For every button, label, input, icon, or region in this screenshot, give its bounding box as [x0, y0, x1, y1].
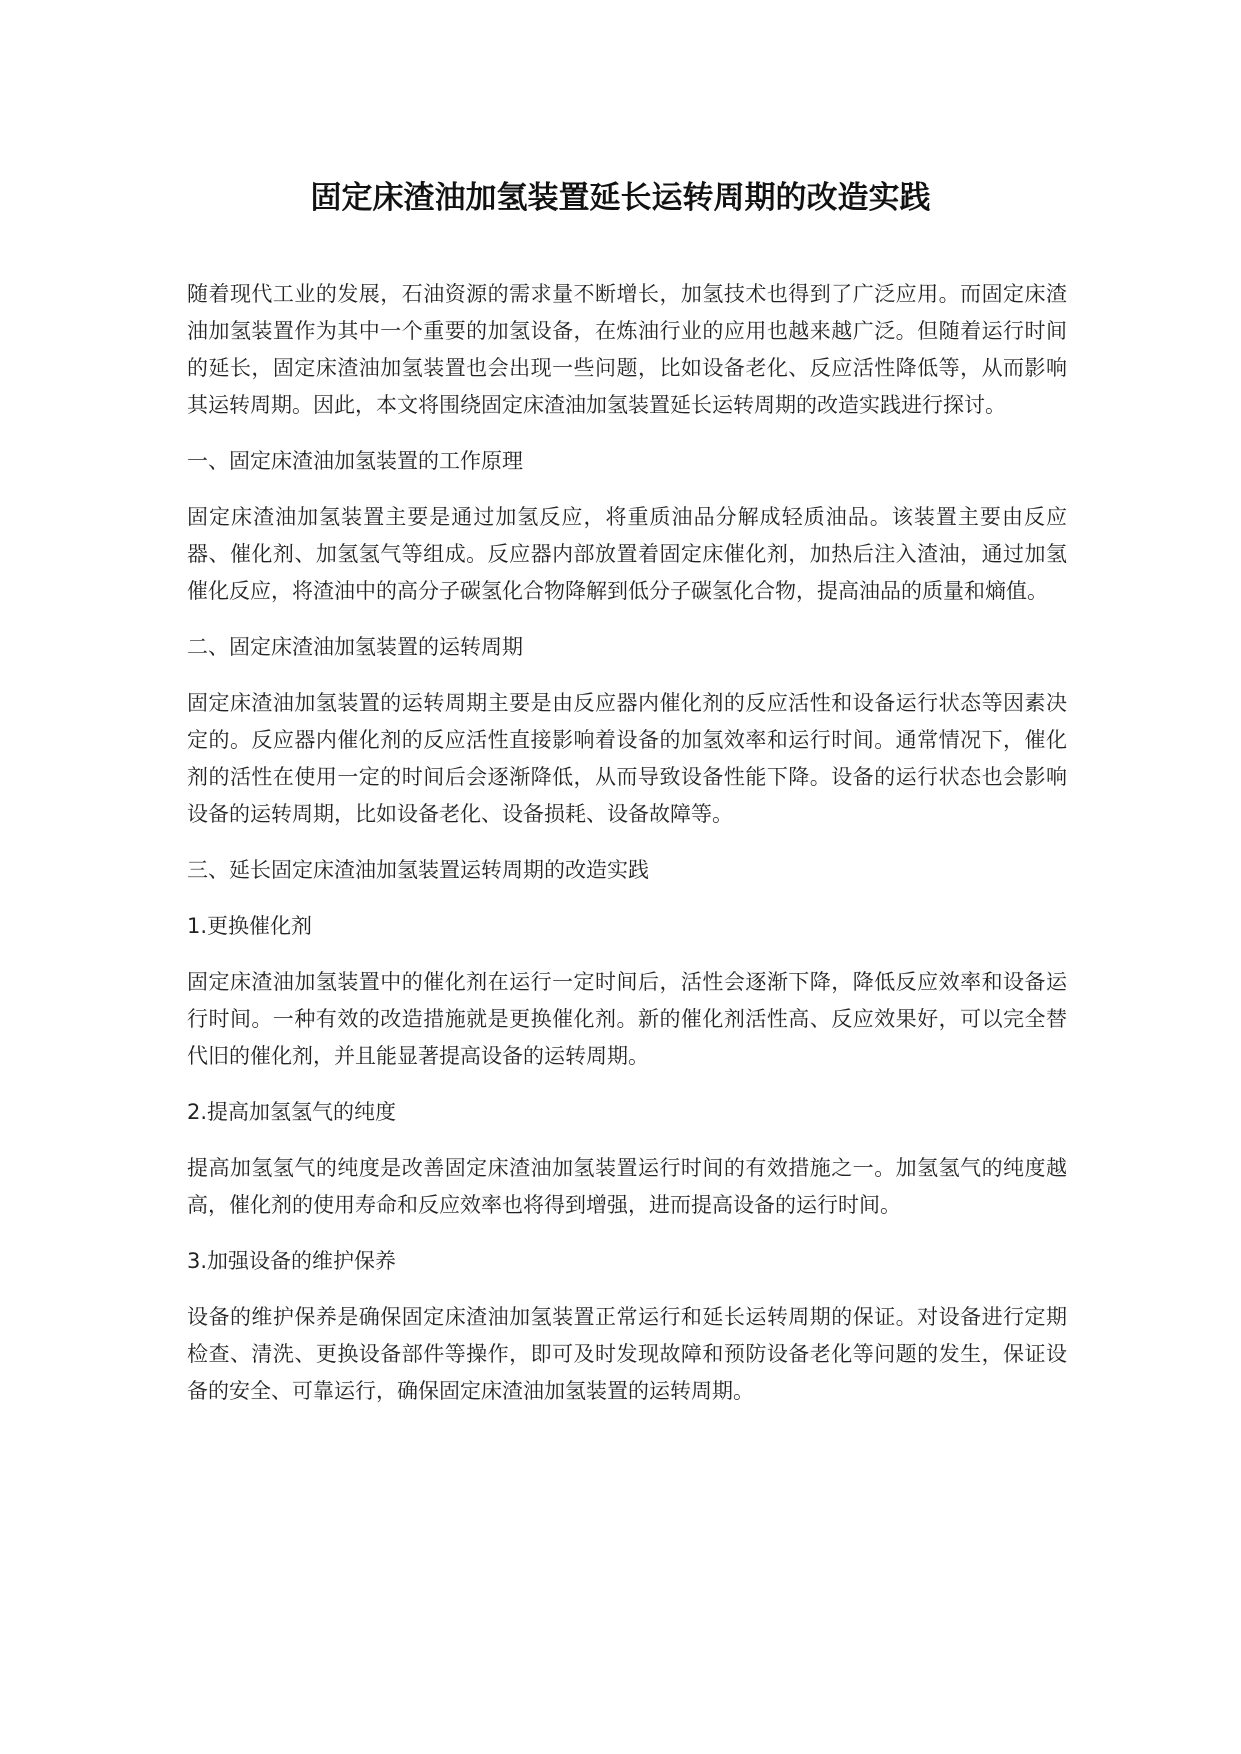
paragraph-principle: 固定床渣油加氢装置主要是通过加氢反应，将重质油品分解成轻质油品。该装置主要由反应器、催化剂、加氢氢气等组成。反应器内部放置着固定床催化剂，加热后注入渣油，通过加氢催化反应，将渣油中的高分子碳氢化合物降解到低分子碳氢化合物，提高油品的质量和熵值。 [187, 505, 1067, 603]
paragraph-maintenance: 设备的维护保养是确保固定床渣油加氢装置正常运行和延长运转周期的保证。对设备进行定期检查、清洗、更换设备部件等操作，即可及时发现故障和预防设备老化等问题的发生，保证设备的安全、可靠运行，确保固定床渣油加氢装置的运转周期。 [187, 1305, 1067, 1403]
section-heading-2: 二、固定床渣油加氢装置的运转周期 [187, 635, 523, 659]
page-title: 固定床渣油加氢装置延长运转周期的改造实践 [310, 180, 931, 216]
subsection-heading-1: 1.更换催化剂 [187, 914, 313, 938]
section-heading-3: 三、延长固定床渣油加氢装置运转周期的改造实践 [187, 858, 649, 882]
paragraph-catalyst: 固定床渣油加氢装置中的催化剂在运行一定时间后，活性会逐渐下降，降低反应效率和设备运行时间。一种有效的改造措施就是更换催化剂。新的催化剂活性高、反应效果好，可以完全替代旧的催化剂，并且能显著提高设备的运转周期。 [187, 970, 1067, 1068]
paragraph-intro: 随着现代工业的发展，石油资源的需求量不断增长，加氢技术也得到了广泛应用。而固定床渣油加氢装置作为其中一个重要的加氢设备，在炼油行业的应用也越来越广泛。但随着运行时间的延长，固定床渣油加氢装置也会出现一些问题，比如设备老化、反应活性降低等，从而影响其运转周期。因此，本文将围绕固定床渣油加氢装置延长运转周期的改造实践进行探讨。 [187, 282, 1067, 417]
subsection-heading-3: 3.加强设备的维护保养 [187, 1249, 397, 1273]
paragraph-cycle: 固定床渣油加氢装置的运转周期主要是由反应器内催化剂的反应活性和设备运行状态等因素决定的。反应器内催化剂的反应活性直接影响着设备的加氢效率和运行时间。通常情况下，催化剂的活性在使用一定的时间后会逐渐降低，从而导致设备性能下降。设备的运行状态也会影响设备的运转周期，比如设备老化、设备损耗、设备故障等。 [187, 691, 1067, 826]
paragraph-hydrogen: 提高加氢氢气的纯度是改善固定床渣油加氢装置运行时间的有效措施之一。加氢氢气的纯度越高，催化剂的使用寿命和反应效率也将得到增强，进而提高设备的运行时间。 [187, 1156, 1067, 1217]
subsection-heading-2: 2.提高加氢氢气的纯度 [187, 1100, 397, 1124]
section-heading-1: 一、固定床渣油加氢装置的工作原理 [187, 449, 523, 473]
document-body [187, 276, 1067, 1429]
